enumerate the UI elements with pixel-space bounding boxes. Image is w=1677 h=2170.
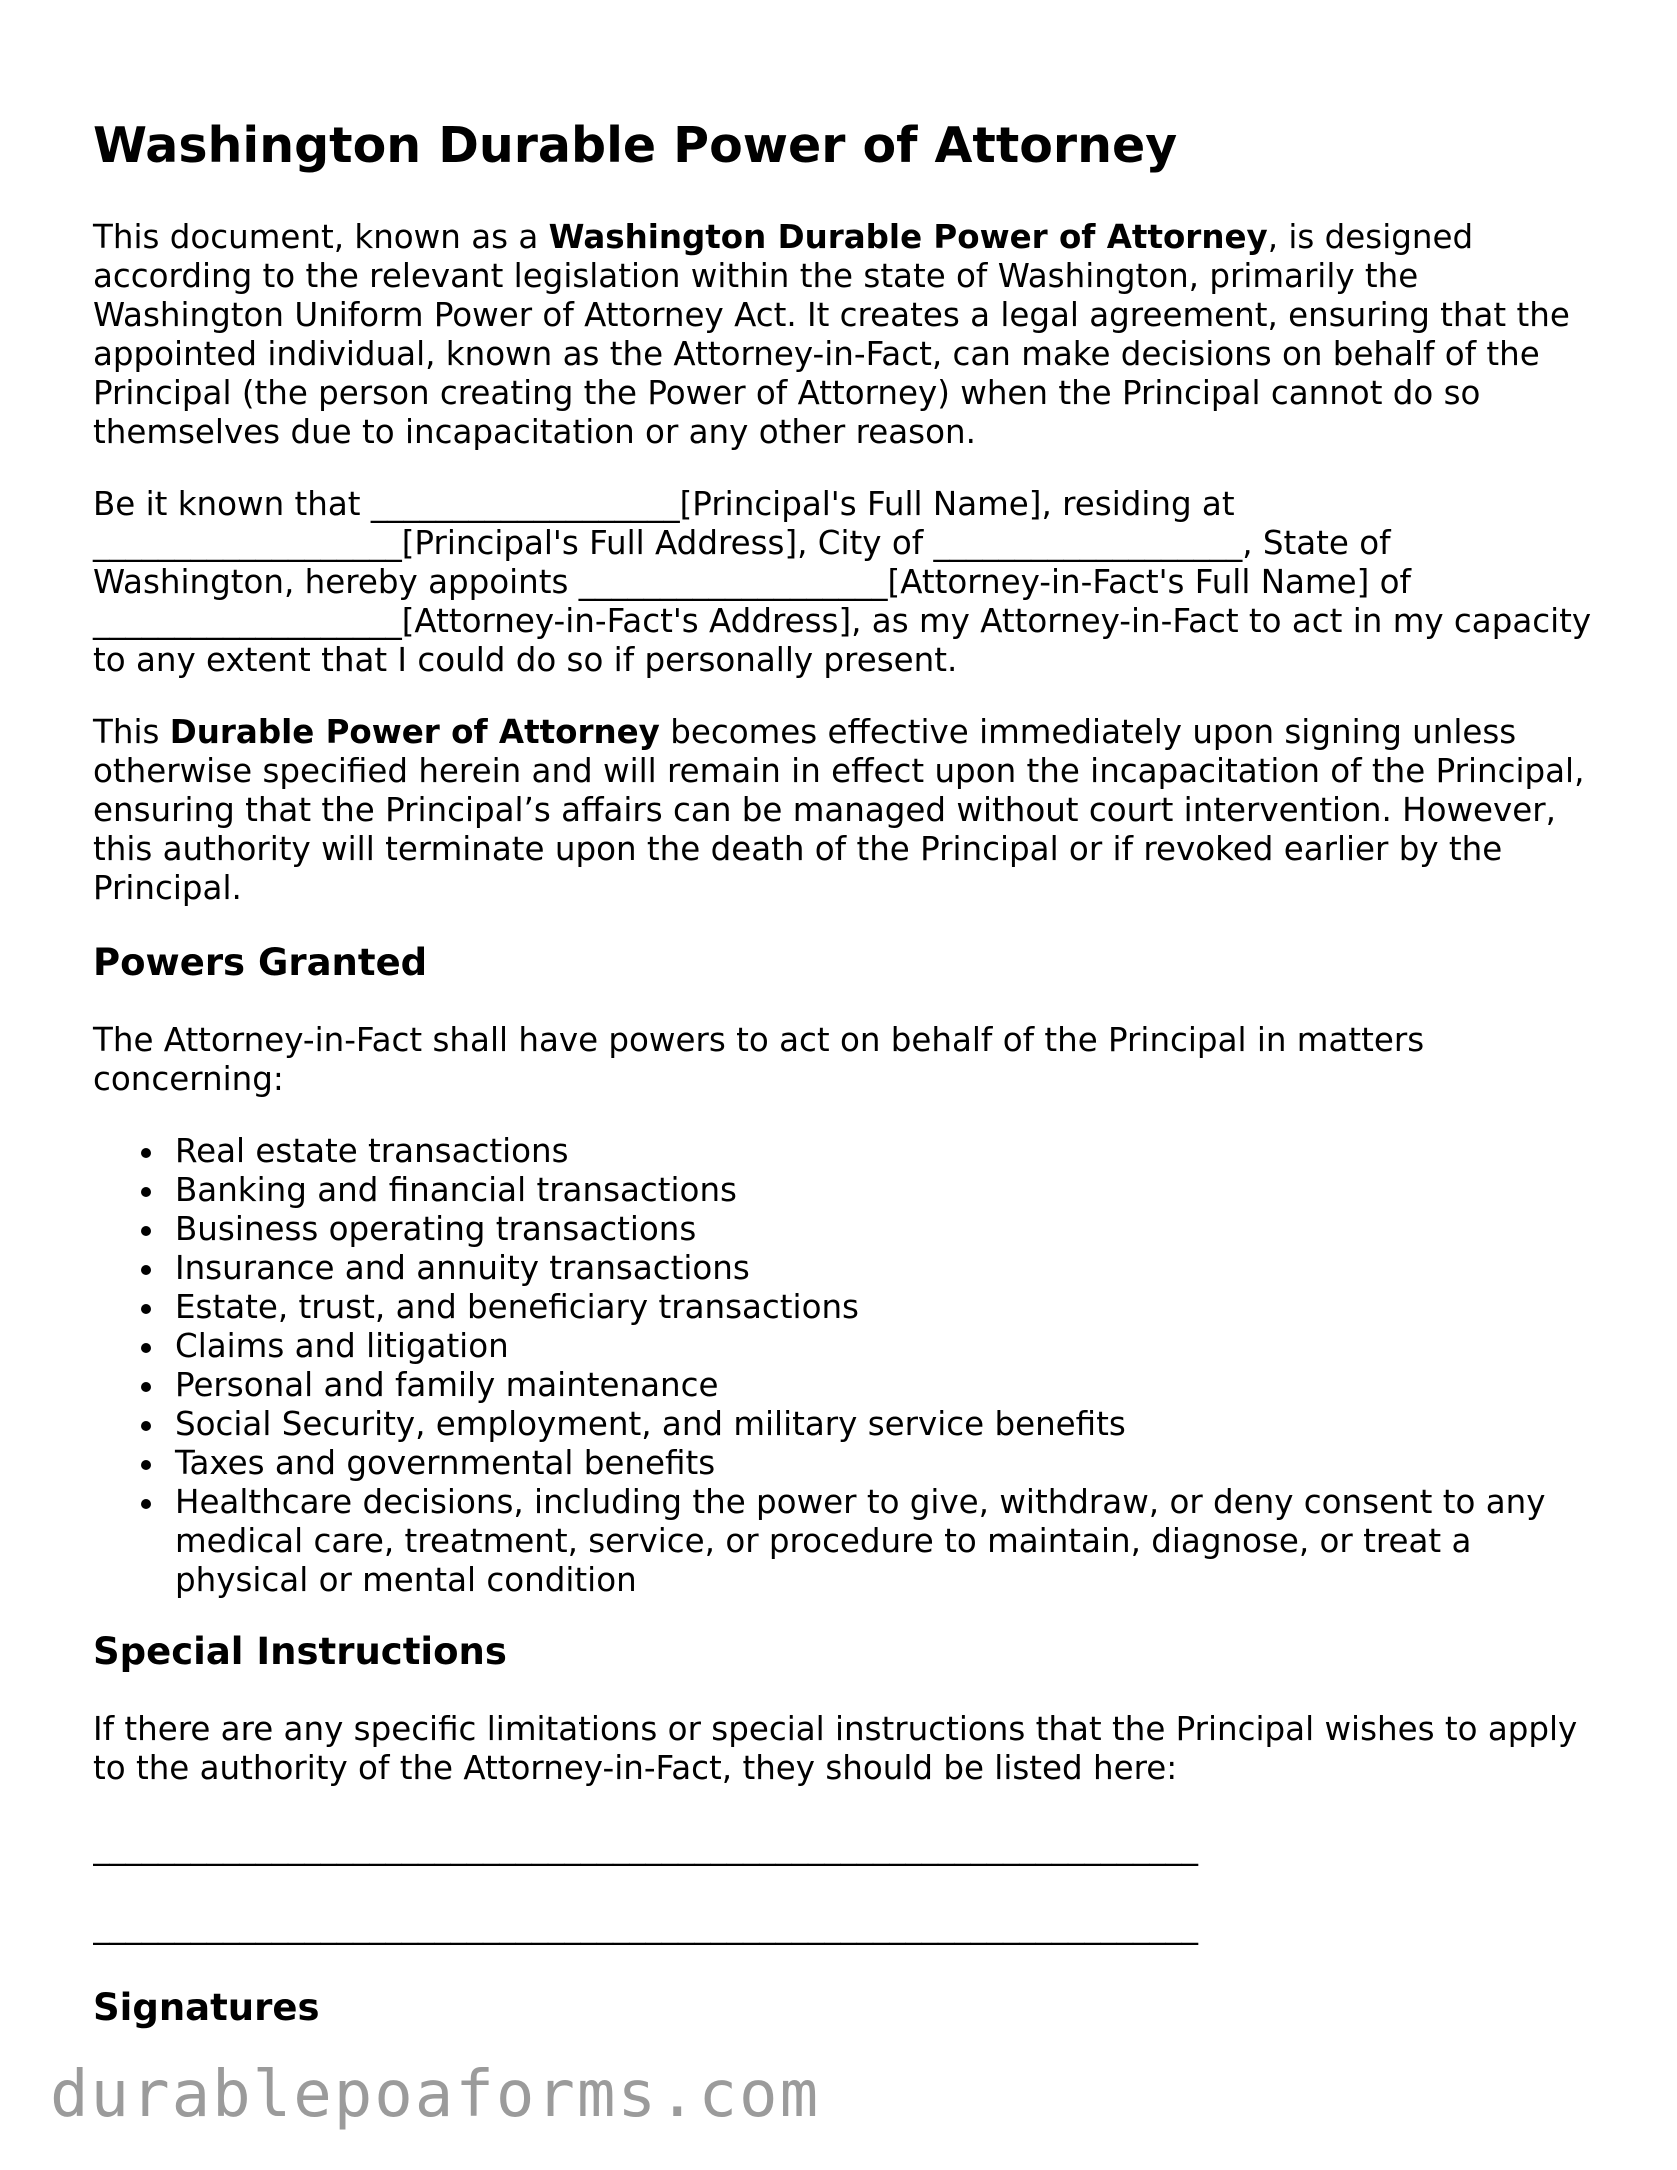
list-item: Taxes and governmental benefits [93, 1444, 1593, 1483]
list-item: Business operating transactions [93, 1210, 1593, 1249]
list-item: Estate, trust, and beneficiary transactions [93, 1288, 1593, 1327]
effective-bold-term: Durable Power of Attorney [169, 713, 660, 751]
powers-heading: Powers Granted [93, 941, 428, 984]
special-instructions-heading: Special Instructions [93, 1630, 507, 1673]
intro-text-end: , is designed according to the relevant legislation within the state of Washington, primarily the Washington Uniform Power of Attorney Act. It creates a legal agreement, ensuring that the appointed individual, known as the Attorney-in-Fact, can make decisions on behalf of the Principal (the person creating the Power of Attorney) when the Principal cannot do so themselves due to incapacitation or any other reason. [93, 218, 1570, 451]
intro-bold-term: Washington Durable Power of Attorney [548, 218, 1268, 256]
special-instructions-line-1[interactable]: ____________________________________________________________________ [93, 1828, 1198, 1866]
list-item: Insurance and annuity transactions [93, 1249, 1593, 1288]
effective-paragraph [93, 713, 1593, 908]
powers-list [93, 1132, 1593, 1600]
signatures-heading: Signatures [93, 1986, 320, 2029]
list-item: Banking and financial transactions [93, 1171, 1593, 1210]
list-item: Personal and family maintenance [93, 1366, 1593, 1405]
powers-intro: The Attorney-in-Fact shall have powers to act on behalf of the Principal in matters concerning: [93, 1021, 1425, 1098]
special-instructions-text: If there are any specific limitations or special instructions that the Principal wishes to apply to the authority of the Attorney-in-Fact, they should be listed here: [93, 1710, 1578, 1787]
effective-text-start: This [93, 713, 170, 751]
list-item: Claims and litigation [93, 1327, 1593, 1366]
watermark-logo: durablepoaforms.com [50, 2058, 821, 2132]
effective-text-end: becomes effective immediately upon signing unless otherwise specified herein and will remain in effect upon the incapacitation of the Principal, ensuring that the Principal’s affairs can be managed without court intervention. However, this authority will terminate upon the death of the Principal or if revoked earlier by the Principal. [93, 713, 1585, 907]
list-item: Social Security, employment, and military service benefits [93, 1405, 1593, 1444]
document-page [93, 118, 1593, 2066]
document-title: Washington Durable Power of Attorney [93, 117, 1178, 174]
intro-text-start: This document, known as a [93, 218, 549, 256]
special-instructions-line-2[interactable]: ____________________________________________________________________ [93, 1907, 1198, 1945]
intro-paragraph [93, 218, 1593, 452]
appointment-paragraph: Be it known that ___________________[Principal's Full Name], residing at ___________________[Principal's Full Address], City of ___________________, State of Washington, hereby appoints ___________________[Attorney-in-Fact's Full Name] of ___________________[Attorney-in-Fact's Address], as my Attorney-in-Fact to act in my capacity to any extent that I could do so if personally present. [93, 485, 1592, 679]
list-item: Healthcare decisions, including the power to give, withdraw, or deny consent to any medical care, treatment, service, or procedure to maintain, diagnose, or treat a physical or mental condition [93, 1483, 1593, 1600]
list-item: Real estate transactions [93, 1132, 1593, 1171]
